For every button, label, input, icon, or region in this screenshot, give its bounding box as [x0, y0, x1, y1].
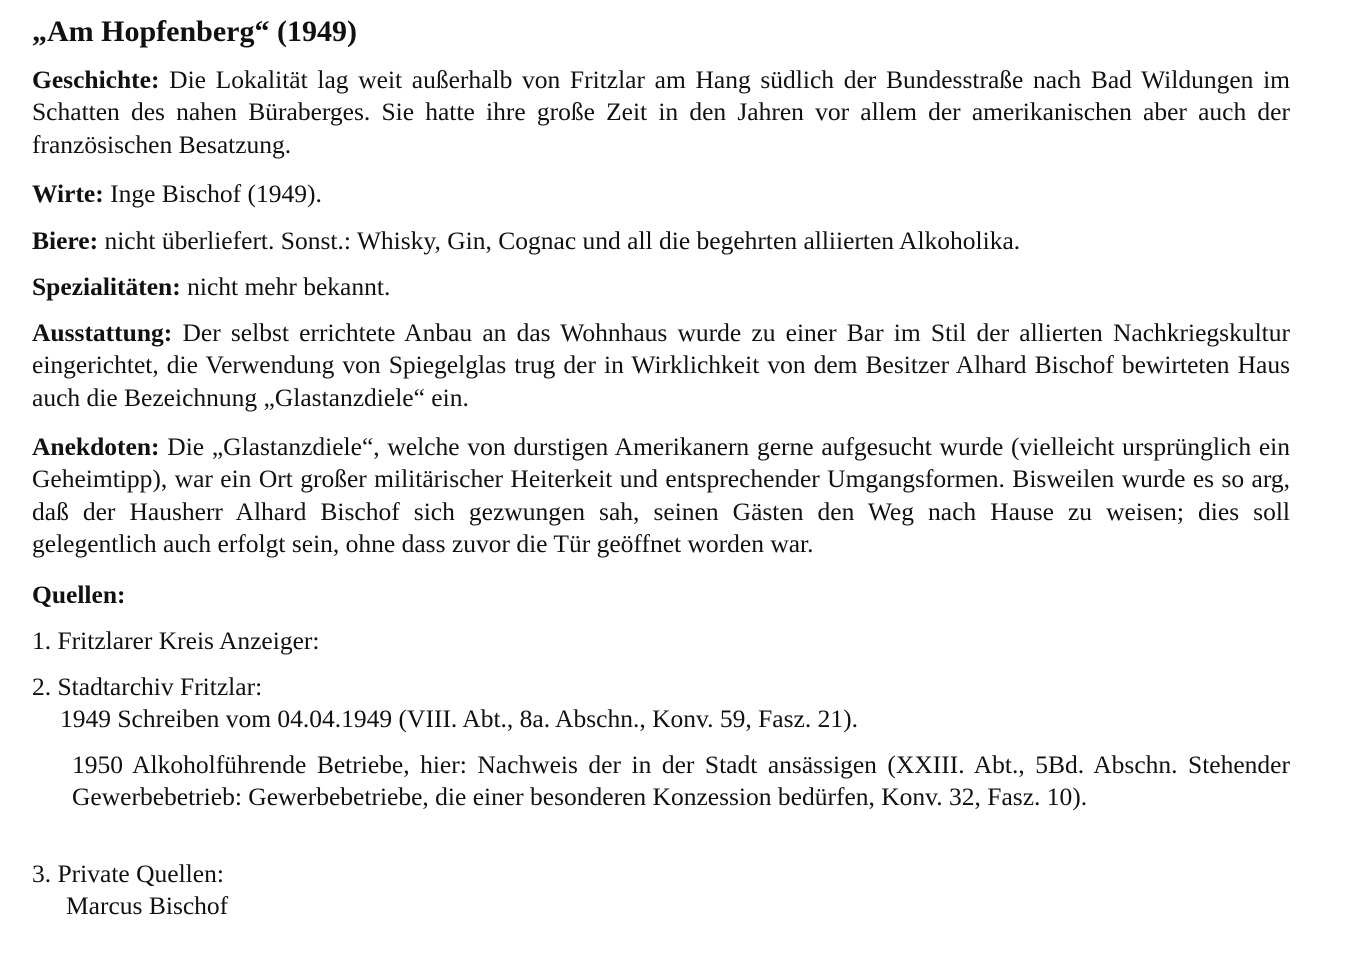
- section-text: nicht mehr bekannt.: [187, 272, 391, 301]
- section-label: Ausstattung:: [32, 318, 173, 347]
- section-text: Die „Glastanzdiele“, welche von durstigen Amerikanern gerne aufgesucht wurde (vielleicht ursprünglich ein Geheimtipp), war ein Ort großer militärischer Heiterkeit und entsprechender Umgangsformen. Bisweilen wurde es so arg, daß der Hausherr Alhard Bischof sich gezwungen sah, seinen Gästen den Weg nach Hause zu weisen; dies soll gelegentlich auch erfolgt sein, ohne dass zuvor die Tür geöffnet worden war.: [32, 432, 1290, 558]
- section-label: Anekdoten:: [32, 432, 160, 461]
- section-text: Inge Bischof (1949).: [110, 179, 322, 208]
- quellen-item-2-sub-1: 1949 Schreiben vom 04.04.1949 (VIII. Abt., 8a. Abschn., Konv. 59, Fasz. 21).: [60, 704, 858, 733]
- quellen-heading: Quellen:: [32, 580, 126, 609]
- section-text: Die Lokalität lag weit außerhalb von Fritzlar am Hang südlich der Bundesstraße nach Bad Wildungen im Schatten des nahen Büraberges. Sie hatte ihre große Zeit in den Jahren vor allem der amerikanischen aber auch der französischen Besatzung.: [32, 65, 1291, 159]
- section-text: nicht überliefert. Sonst.: Whisky, Gin, Cognac und all die begehrten alliierten Alkoholika.: [104, 226, 1021, 255]
- section-ausstattung: [32, 317, 1290, 414]
- section-biere: [32, 225, 1290, 257]
- section-label: Geschichte:: [32, 65, 160, 94]
- page-title: „Am Hopfenberg“ (1949): [32, 15, 357, 48]
- section-label: Spezialitäten:: [32, 272, 181, 301]
- section-label: Wirte:: [32, 179, 104, 208]
- quellen-item-2: 2. Stadtarchiv Fritzlar:: [32, 672, 263, 701]
- section-anekdoten: [32, 431, 1290, 560]
- quellen-item-3: 3. Private Quellen:: [32, 859, 224, 888]
- quellen-item-2-sub-2: 1950 Alkoholführende Betriebe, hier: Nachweis der in der Stadt ansässigen (XXIII. Abt., 5Bd. Abschn. Stehender Gewerbebetrieb: Gewerbebetriebe, die einer besonderen Konzession bedürfen, Konv. 32, Fasz. 10).: [72, 750, 1290, 812]
- section-spezialitaeten: [32, 271, 1290, 303]
- section-label: Biere:: [32, 226, 99, 255]
- section-wirte: [32, 178, 1290, 210]
- quellen-item-3-sub-1: Marcus Bischof: [66, 891, 229, 920]
- quellen-item-1: 1. Fritzlarer Kreis Anzeiger:: [32, 626, 320, 655]
- section-text: Der selbst errichtete Anbau an das Wohnhaus wurde zu einer Bar im Stil der allierten Nachkriegskultur eingerichtet, die Verwendung von Spiegelglas trug der in Wirklichkeit von dem Besitzer Alhard Bischof bewirteten Haus auch die Bezeichnung „Glastanzdiele“ ein.: [32, 318, 1290, 412]
- section-geschichte: [32, 64, 1290, 161]
